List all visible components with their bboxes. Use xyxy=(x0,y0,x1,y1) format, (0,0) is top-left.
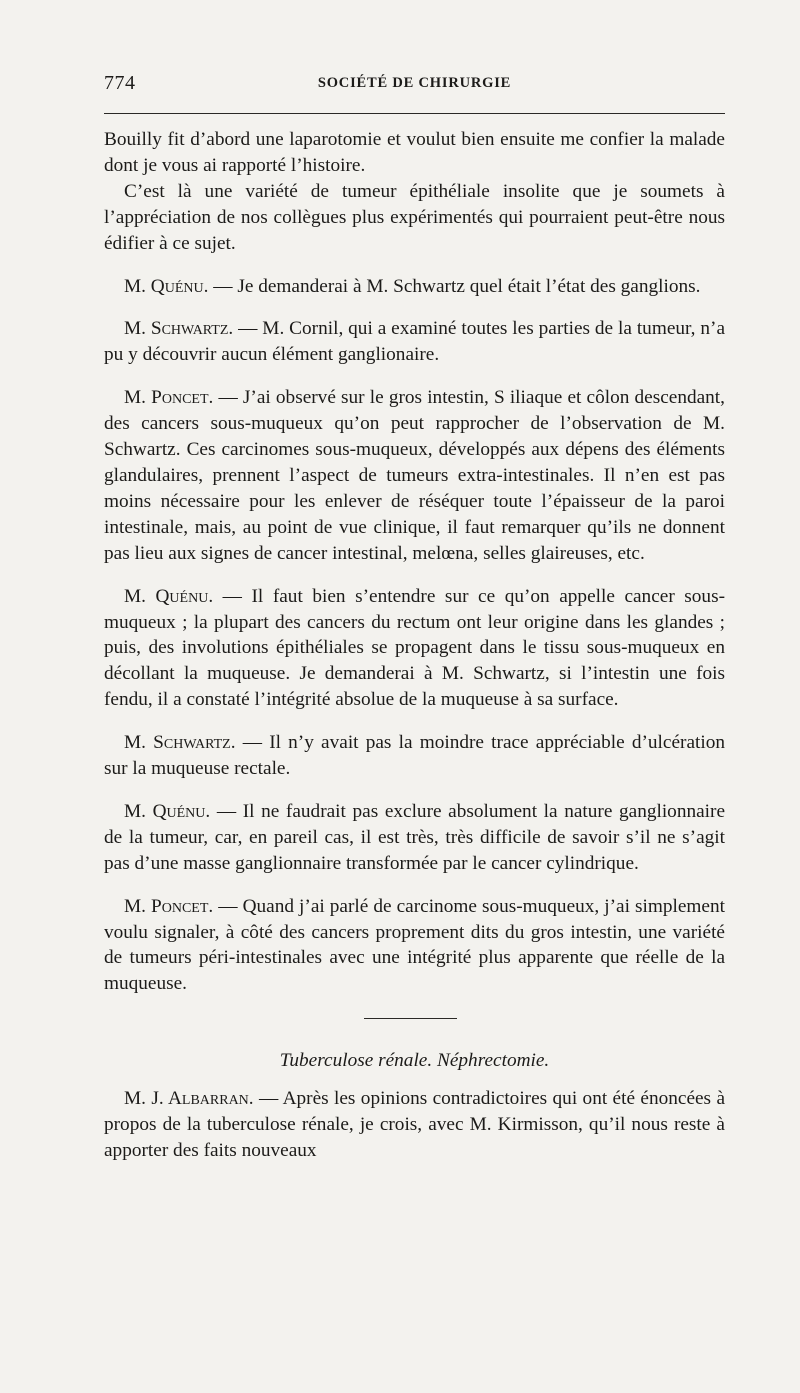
section-title: Tuberculose rénale. Néphrectomie. xyxy=(279,1050,550,1072)
paragraph-text: — M. Cornil, qui a examiné toutes les parties de la tumeur, n’a pu y découvrir aucun élément ganglionaire. xyxy=(104,318,725,366)
paragraph-text: — Après les opinions contradictoires qui ont été énoncées à propos de la tuberculose rénale, je crois, avec M. Kirmisson, qu’il nous reste à apporter des faits nouveaux xyxy=(104,1088,725,1161)
paragraph xyxy=(104,127,725,179)
paragraph xyxy=(104,730,725,782)
speaker-name: M. Quénu. xyxy=(124,800,211,822)
paragraph-text: Bouilly fit d’abord une laparotomie et voulut bien ensuite me confier la malade dont je vous ai rapporté l’histoire. xyxy=(104,129,725,176)
paragraph xyxy=(104,385,725,566)
speaker-name: M. Poncet. xyxy=(124,387,214,409)
paragraph xyxy=(104,1086,725,1164)
speaker-name: M. Schwartz. xyxy=(124,318,234,340)
speaker-name: M. Schwartz. xyxy=(124,732,236,754)
header-rule xyxy=(104,113,725,114)
page-number: 774 xyxy=(104,72,136,94)
speaker-name: M. J. Albarran. xyxy=(124,1088,254,1110)
paragraph xyxy=(104,179,725,257)
body-text xyxy=(104,127,725,1164)
paragraph xyxy=(104,584,725,714)
paragraph-text: — Je demanderai à M. Schwartz quel était l’état des ganglions. xyxy=(208,275,701,297)
paragraph-text: C’est là une variété de tumeur épithéliale insolite que je soumets à l’appréciation de nos collègues plus expérimentés qui pourraient peut-être nous édifier à ce sujet. xyxy=(104,180,725,254)
paragraph-text: — J’ai observé sur le gros intestin, S iliaque et côlon descendant, des cancers sous-muqueux qu’on peut rapprocher de l’observation de M. Schwartz. Ces carcinomes sous-muqueux, développés aux dépens des éléments glandulaires, prennent l’aspect de tumeurs extra-intestinales. Il n’en est pas moins nécessaire pour les enlever de réséquer toute l’épaisseur de la paroi intestinale, mais, au point de vue clinique, il faut remarquer qu’ils ne donnent pas lieu aux signes de cancer intestinal, melœna, selles glaireuses, etc. xyxy=(104,387,725,564)
speaker-name: M. Quénu. xyxy=(124,585,214,607)
section-divider xyxy=(364,1018,457,1019)
page-header xyxy=(104,72,725,98)
paragraph xyxy=(104,894,725,998)
paragraph-text: — Quand j’ai parlé de carcinome sous-muqueux, j’ai simplement voulu signaler, à côté des cancers proprement dits du gros intestin, une variété de tumeurs péri-intestinales avec une intégrité plus apparente que réelle de la muqueuse. xyxy=(104,895,725,995)
paragraph-text: — Il ne faudrait pas exclure absolument la nature ganglionnaire de la tumeur, car, en pareil cas, il est très, très difficile de savoir s’il ne s’agit pas d’une masse ganglionnaire transformée par le cancer cylindrique. xyxy=(104,800,725,874)
paragraph xyxy=(104,316,725,368)
running-head: SOCIÉTÉ DE CHIRURGIE xyxy=(317,75,512,91)
speaker-name: M. Poncet. xyxy=(124,895,214,917)
paragraph xyxy=(104,799,725,877)
speaker-name: M. Quénu. xyxy=(124,275,209,297)
paragraph-text: — Il faut bien s’entendre sur ce qu’on appelle cancer sous-muqueux ; la plupart des cancers du rectum ont leur origine dans les glandes ; puis, des involutions épithéliales se propagent dans le tissu sous-muqueux en décollant la muqueuse. Je demanderai à M. Schwartz, si l’intestin une fois fendu, il a constaté l’intégrité absolue de la muqueuse à sa surface. xyxy=(104,585,725,711)
paragraph xyxy=(104,274,725,300)
paragraph-text: — Il n’y avait pas la moindre trace appréciable d’ulcération sur la muqueuse rectale. xyxy=(104,732,725,780)
